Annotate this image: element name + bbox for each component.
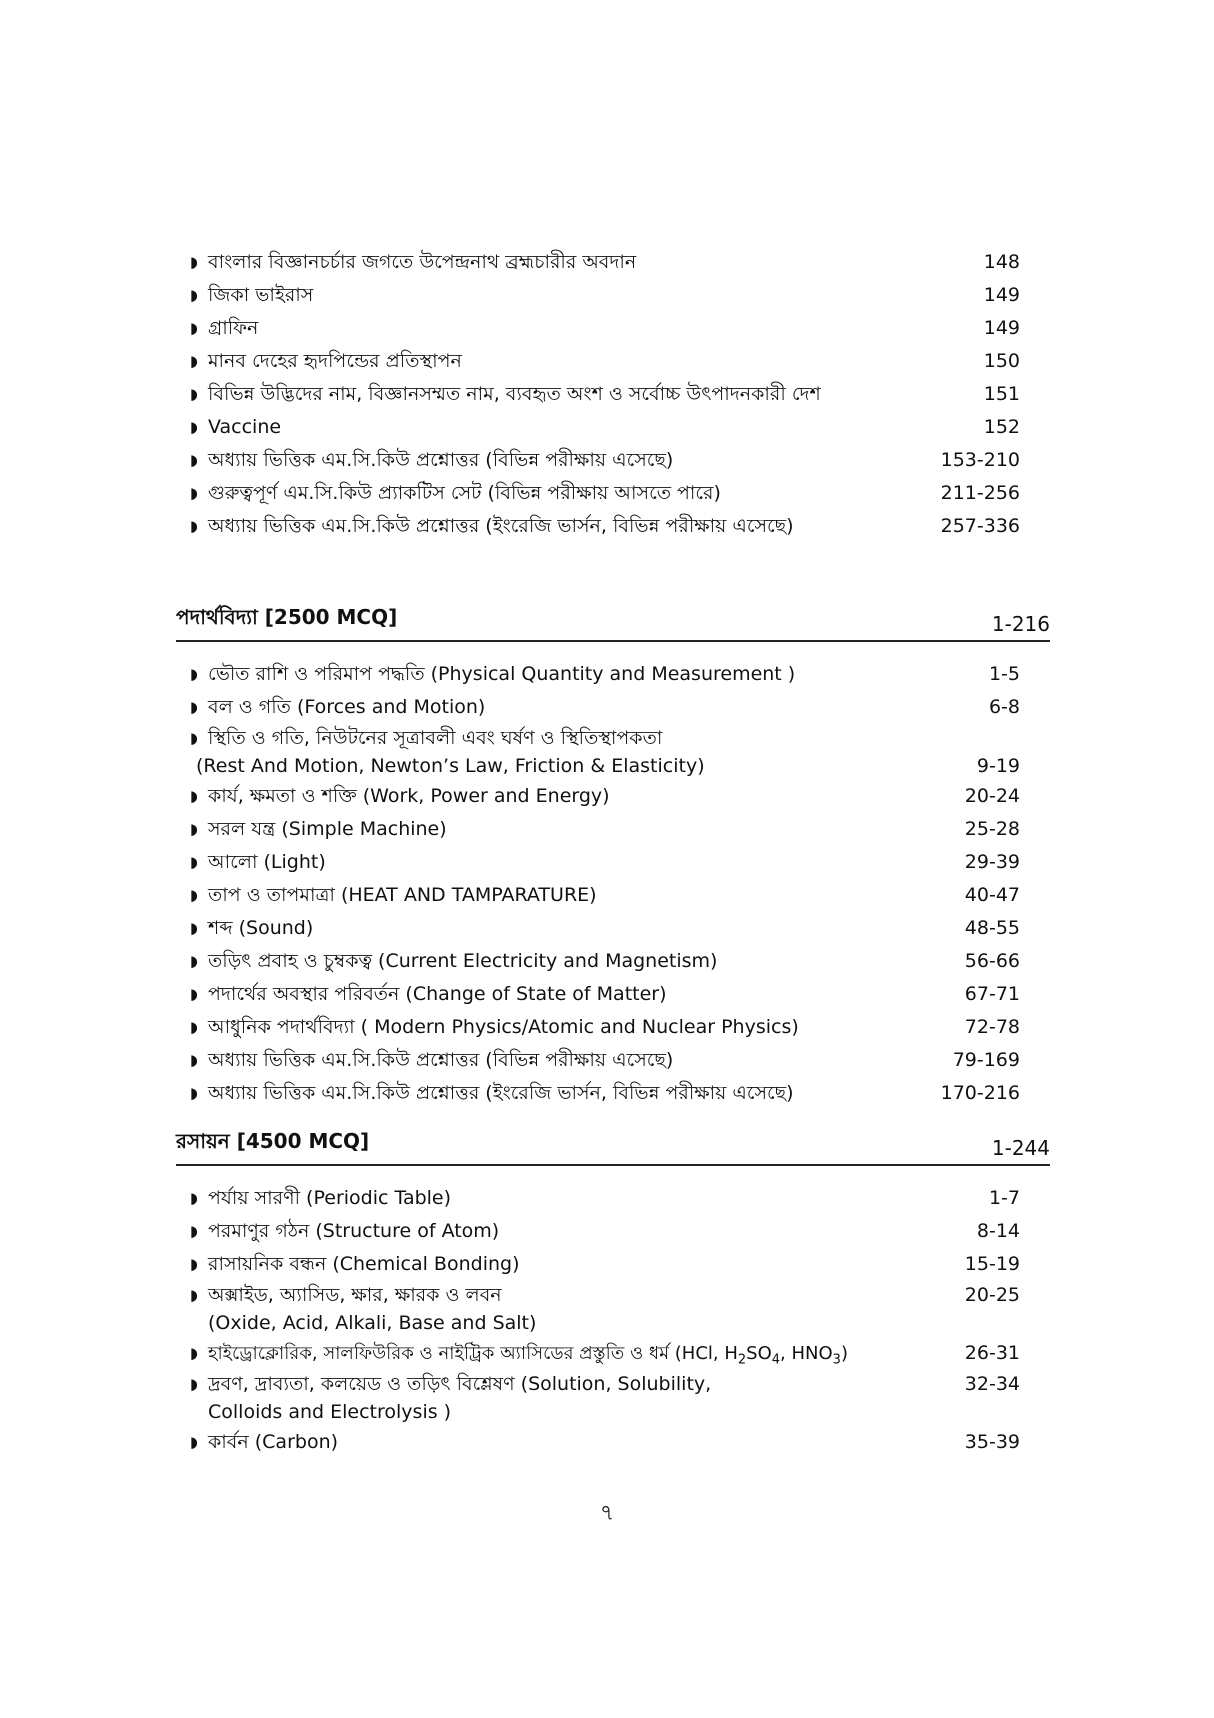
- toc-entry[interactable]: ◗ জিকা ভাইরাস 149: [190, 279, 1020, 312]
- section-pages: 1-244: [991, 1136, 1050, 1160]
- toc-entry[interactable]: ◗ হাইড্রোক্লোরিক, সালফিউরিক ও নাইট্রিক অ্যাসিডের প্রস্তুতি ও ধর্ম (HCl, $H_2SO_4$, $HNO_3$) 26-31: [190, 1337, 1020, 1370]
- half-circle-bullet-icon: ◗: [190, 1433, 198, 1451]
- half-circle-bullet-icon: ◗: [190, 1375, 198, 1393]
- top-entries: [190, 246, 1020, 543]
- toc-entry[interactable]: ◗ স্থিতি ও গতি, নিউটনের সূত্রাবলী এবং ঘর্ষণ ও স্থিতিস্থাপকতা (Rest And Motion, Newton’s Law, Friction & Elasticity) 9-19: [190, 724, 1020, 780]
- toc-entry[interactable]: ◗ দ্রবণ, দ্রাব্যতা, কলয়েড ও তড়িৎ বিশ্লেষণ (Solution, Solubility, Colloids and Electrolysis ) 32-34: [190, 1370, 1020, 1426]
- toc-entry[interactable]: ◗ অক্সাইড, অ্যাসিড, ক্ষার, ক্ষারক ও লবন (Oxide, Acid, Alkali, Base and Salt) 20-25: [190, 1281, 1020, 1337]
- section-pages: 1-216: [991, 612, 1050, 636]
- toc-entry[interactable]: ◗ অধ্যায় ভিত্তিক এম.সি.কিউ প্রশ্নোত্তর (বিভিন্ন পরীক্ষায় এসেছে) 79-169: [190, 1044, 1020, 1077]
- section-title: পদার্থবিদ্যা [2500 MCQ]: [176, 605, 398, 629]
- half-circle-bullet-icon: ◗: [190, 698, 198, 716]
- half-circle-bullet-icon: ◗: [190, 286, 198, 304]
- toc-entry[interactable]: ◗ অধ্যায় ভিত্তিক এম.সি.কিউ প্রশ্নোত্তর (ইংরেজি ভার্সন, বিভিন্ন পরীক্ষায় এসেছে) 170-216: [190, 1077, 1020, 1110]
- page-number: ৭: [599, 1501, 615, 1526]
- half-circle-bullet-icon: ◗: [190, 665, 198, 683]
- half-circle-bullet-icon: ◗: [190, 820, 198, 838]
- physics-entries: [190, 658, 1020, 1110]
- toc-entry[interactable]: ◗ শব্দ (Sound) 48-55: [190, 912, 1020, 945]
- half-circle-bullet-icon: ◗: [190, 919, 198, 937]
- half-circle-bullet-icon: ◗: [190, 1189, 198, 1207]
- toc-entry[interactable]: ◗ তড়িৎ প্রবাহ ও চুম্বকত্ব (Current Electricity and Magnetism) 56-66: [190, 945, 1020, 978]
- half-circle-bullet-icon: ◗: [190, 729, 198, 747]
- half-circle-bullet-icon: ◗: [190, 787, 198, 805]
- toc-entry[interactable]: ◗ অধ্যায় ভিত্তিক এম.সি.কিউ প্রশ্নোত্তর (ইংরেজি ভার্সন, বিভিন্ন পরীক্ষায় এসেছে) 257-336: [190, 510, 1020, 543]
- toc-entry[interactable]: ◗ আধুনিক পদার্থবিদ্যা ( Modern Physics/Atomic and Nuclear Physics) 72-78: [190, 1011, 1020, 1044]
- section-header-physics[interactable]: [176, 606, 1050, 642]
- half-circle-bullet-icon: ◗: [190, 1286, 198, 1304]
- half-circle-bullet-icon: ◗: [190, 352, 198, 370]
- toc-entry[interactable]: ◗ ভৌত রাশি ও পরিমাপ পদ্ধতি (Physical Quantity and Measurement ) 1-5: [190, 658, 1020, 691]
- half-circle-bullet-icon: ◗: [190, 1222, 198, 1240]
- half-circle-bullet-icon: ◗: [190, 1344, 198, 1362]
- half-circle-bullet-icon: ◗: [190, 952, 198, 970]
- toc-entry[interactable]: ◗ পরমাণুর গঠন (Structure of Atom) 8-14: [190, 1215, 1020, 1248]
- half-circle-bullet-icon: ◗: [190, 484, 198, 502]
- toc-entry[interactable]: ◗ Vaccine 152: [190, 411, 1020, 444]
- toc-entry[interactable]: ◗ কার্বন (Carbon) 35-39: [190, 1426, 1020, 1459]
- chemistry-entries: [190, 1182, 1020, 1459]
- half-circle-bullet-icon: ◗: [190, 1051, 198, 1069]
- half-circle-bullet-icon: ◗: [190, 385, 198, 403]
- section-title: রসায়ন [4500 MCQ]: [176, 1129, 370, 1153]
- half-circle-bullet-icon: ◗: [190, 517, 198, 535]
- toc-entry[interactable]: ◗ গ্রাফিন 149: [190, 312, 1020, 345]
- half-circle-bullet-icon: ◗: [190, 253, 198, 271]
- toc-entry[interactable]: ◗ বাংলার বিজ্ঞানচর্চার জগতে উপেন্দ্রনাথ ব্রহ্মচারীর অবদান 148: [190, 246, 1020, 279]
- toc-entry[interactable]: ◗ সরল যন্ত্র (Simple Machine) 25-28: [190, 813, 1020, 846]
- half-circle-bullet-icon: ◗: [190, 853, 198, 871]
- half-circle-bullet-icon: ◗: [190, 886, 198, 904]
- toc-entry[interactable]: ◗ গুরুত্বপূর্ণ এম.সি.কিউ প্র্যাকটিস সেট (বিভিন্ন পরীক্ষায় আসতে পারে) 211-256: [190, 477, 1020, 510]
- toc-entry[interactable]: ◗ কার্য, ক্ষমতা ও শক্তি (Work, Power and Energy) 20-24: [190, 780, 1020, 813]
- toc-entry[interactable]: ◗ রাসায়নিক বন্ধন (Chemical Bonding) 15-19: [190, 1248, 1020, 1281]
- toc-entry[interactable]: ◗ বল ও গতি (Forces and Motion) 6-8: [190, 691, 1020, 724]
- toc-entry[interactable]: ◗ আলো (Light) 29-39: [190, 846, 1020, 879]
- section-header-chemistry[interactable]: [176, 1130, 1050, 1166]
- toc-entry[interactable]: ◗ পর্যায় সারণী (Periodic Table) 1-7: [190, 1182, 1020, 1215]
- half-circle-bullet-icon: ◗: [190, 1018, 198, 1036]
- toc-entry[interactable]: ◗ মানব দেহের হৃদপিন্ডের প্রতিস্থাপন 150: [190, 345, 1020, 378]
- half-circle-bullet-icon: ◗: [190, 418, 198, 436]
- half-circle-bullet-icon: ◗: [190, 451, 198, 469]
- toc-entry[interactable]: ◗ তাপ ও তাপমাত্রা (HEAT AND TAMPARATURE) 40-47: [190, 879, 1020, 912]
- half-circle-bullet-icon: ◗: [190, 985, 198, 1003]
- half-circle-bullet-icon: ◗: [190, 319, 198, 337]
- half-circle-bullet-icon: ◗: [190, 1084, 198, 1102]
- toc-entry[interactable]: ◗ পদার্থের অবস্থার পরিবর্তন (Change of State of Matter) 67-71: [190, 978, 1020, 1011]
- toc-entry[interactable]: ◗ অধ্যায় ভিত্তিক এম.সি.কিউ প্রশ্নোত্তর (বিভিন্ন পরীক্ষায় এসেছে) 153-210: [190, 444, 1020, 477]
- half-circle-bullet-icon: ◗: [190, 1255, 198, 1273]
- toc-entry[interactable]: ◗ বিভিন্ন উদ্ভিদের নাম, বিজ্ঞানসম্মত নাম, ব্যবহৃত অংশ ও সর্বোচ্চ উৎপাদনকারী দেশ 151: [190, 378, 1020, 411]
